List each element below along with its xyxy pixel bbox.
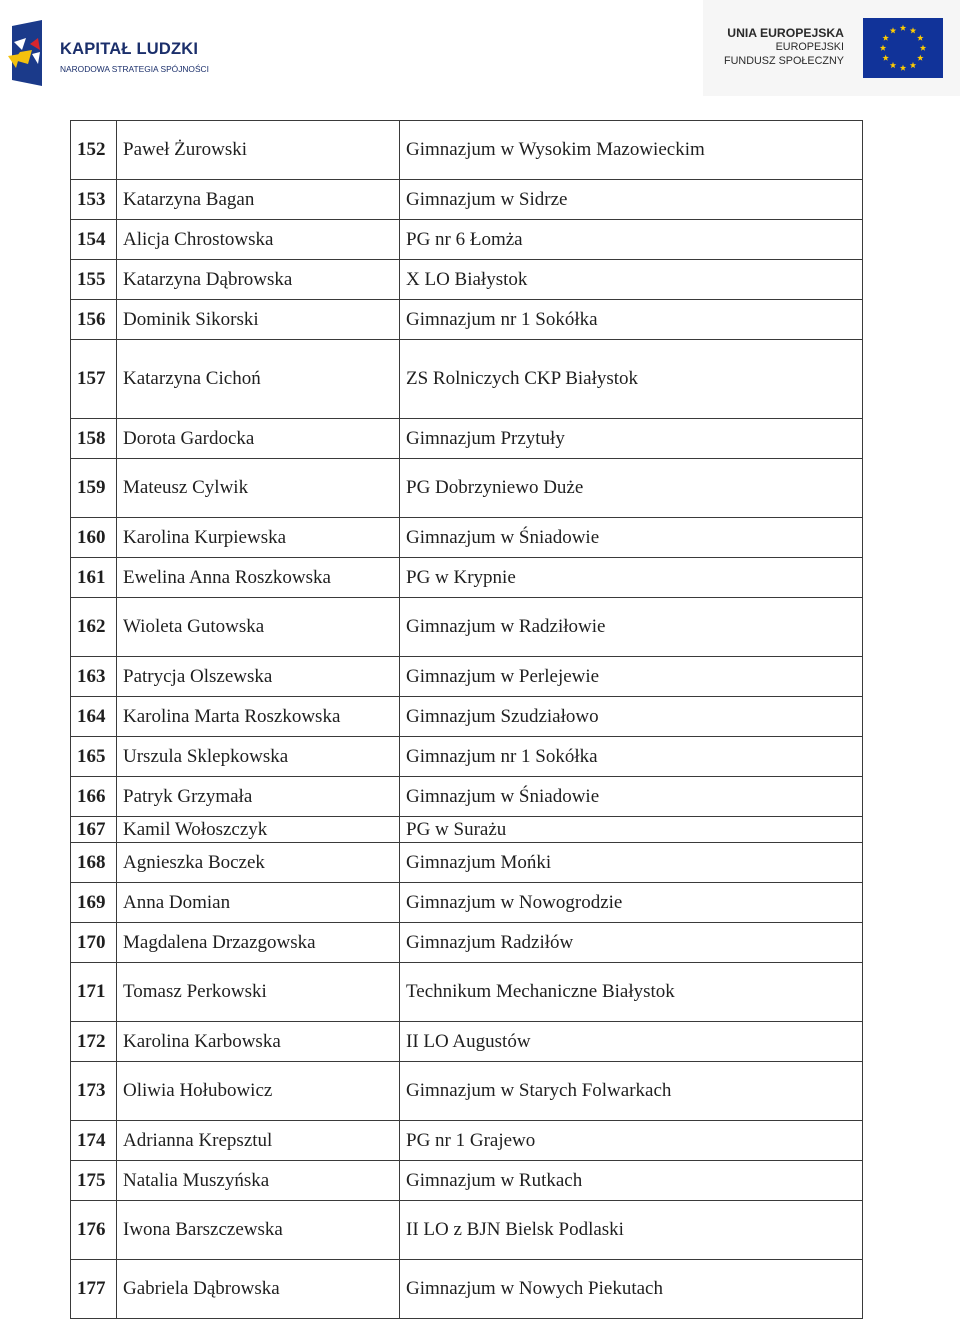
row-number: 175 — [71, 1161, 117, 1201]
school-name: PG w Krypnie — [400, 558, 863, 598]
participant-name: Natalia Muszyńska — [117, 1161, 400, 1201]
participant-name: Dominik Sikorski — [117, 300, 400, 340]
row-number: 162 — [71, 598, 117, 657]
school-name: X LO Białystok — [400, 260, 863, 300]
school-name: Gimnazjum Mońki — [400, 843, 863, 883]
participant-name: Magdalena Drzazgowska — [117, 923, 400, 963]
table-row — [71, 1161, 863, 1201]
school-name: Technikum Mechaniczne Białystok — [400, 963, 863, 1022]
kapital-ludzki-logo — [6, 20, 216, 90]
school-name: PG nr 1 Grajewo — [400, 1121, 863, 1161]
school-name: ZS Rolniczych CKP Białystok — [400, 340, 863, 419]
table-row — [71, 923, 863, 963]
table-row — [71, 300, 863, 340]
row-number: 165 — [71, 737, 117, 777]
participant-name: Ewelina Anna Roszkowska — [117, 558, 400, 598]
row-number: 156 — [71, 300, 117, 340]
eu-logo-line: UNIA EUROPEJSKA — [727, 26, 844, 40]
school-name: PG nr 6 Łomża — [400, 220, 863, 260]
table-row — [71, 180, 863, 220]
logo-subtitle: NARODOWA STRATEGIA SPÓJNOŚCI — [60, 64, 209, 74]
school-name: II LO Augustów — [400, 1022, 863, 1062]
table-row — [71, 1201, 863, 1260]
table-row — [71, 340, 863, 419]
participant-name: Agnieszka Boczek — [117, 843, 400, 883]
participant-name: Dorota Gardocka — [117, 419, 400, 459]
participant-name: Karolina Karbowska — [117, 1022, 400, 1062]
table-row — [71, 963, 863, 1022]
table-row — [71, 883, 863, 923]
participant-name: Katarzyna Dąbrowska — [117, 260, 400, 300]
school-name: Gimnazjum w Śniadowie — [400, 518, 863, 558]
row-number: 163 — [71, 657, 117, 697]
row-number: 169 — [71, 883, 117, 923]
row-number: 170 — [71, 923, 117, 963]
participant-name: Anna Domian — [117, 883, 400, 923]
row-number: 157 — [71, 340, 117, 419]
participant-name: Patrycja Olszewska — [117, 657, 400, 697]
table-row — [71, 558, 863, 598]
row-number: 159 — [71, 459, 117, 518]
table-row — [71, 817, 863, 843]
school-name: Gimnazjum w Nowogrodzie — [400, 883, 863, 923]
participant-name: Kamil Wołoszczyk — [117, 817, 400, 843]
eu-logo — [703, 0, 960, 96]
eu-logo-line: FUNDUSZ SPOŁECZNY — [724, 54, 844, 67]
logo-title: KAPITAŁ LUDZKI — [60, 40, 199, 58]
row-number: 173 — [71, 1062, 117, 1121]
participant-name: Urszula Sklepkowska — [117, 737, 400, 777]
row-number: 152 — [71, 121, 117, 180]
table-row — [71, 1022, 863, 1062]
table-row — [71, 220, 863, 260]
school-name: Gimnazjum Szudziałowo — [400, 697, 863, 737]
school-name: Gimnazjum Przytuły — [400, 419, 863, 459]
school-name: Gimnazjum w Nowych Piekutach — [400, 1260, 863, 1319]
participant-name: Iwona Barszczewska — [117, 1201, 400, 1260]
row-number: 153 — [71, 180, 117, 220]
participant-name: Katarzyna Bagan — [117, 180, 400, 220]
row-number: 161 — [71, 558, 117, 598]
school-name: PG Dobrzyniewo Duże — [400, 459, 863, 518]
participant-name: Karolina Kurpiewska — [117, 518, 400, 558]
school-name: Gimnazjum nr 1 Sokółka — [400, 300, 863, 340]
school-name: II LO z BJN Bielsk Podlaski — [400, 1201, 863, 1260]
table-row — [71, 777, 863, 817]
row-number: 174 — [71, 1121, 117, 1161]
eu-flag-icon — [863, 18, 943, 78]
table-row — [71, 1260, 863, 1319]
row-number: 177 — [71, 1260, 117, 1319]
table-row — [71, 657, 863, 697]
row-number: 166 — [71, 777, 117, 817]
school-name: Gimnazjum w Radziłowie — [400, 598, 863, 657]
table-row — [71, 697, 863, 737]
table-row — [71, 459, 863, 518]
row-number: 171 — [71, 963, 117, 1022]
row-number: 154 — [71, 220, 117, 260]
table-row — [71, 518, 863, 558]
participant-name: Gabriela Dąbrowska — [117, 1260, 400, 1319]
school-name: Gimnazjum w Rutkach — [400, 1161, 863, 1201]
school-name: PG w Surażu — [400, 817, 863, 843]
school-name: Gimnazjum w Perlejewie — [400, 657, 863, 697]
participant-name: Katarzyna Cichoń — [117, 340, 400, 419]
row-number: 155 — [71, 260, 117, 300]
table-row — [71, 1121, 863, 1161]
table-row — [71, 121, 863, 180]
row-number: 160 — [71, 518, 117, 558]
participant-name: Mateusz Cylwik — [117, 459, 400, 518]
participant-name: Tomasz Perkowski — [117, 963, 400, 1022]
table-row — [71, 419, 863, 459]
school-name: Gimnazjum w Wysokim Mazowieckim — [400, 121, 863, 180]
kapital-ludzki-star-icon — [6, 20, 52, 86]
participant-name: Paweł Żurowski — [117, 121, 400, 180]
participant-name: Patryk Grzymała — [117, 777, 400, 817]
participant-name: Oliwia Hołubowicz — [117, 1062, 400, 1121]
participant-name: Wioleta Gutowska — [117, 598, 400, 657]
table-row — [71, 737, 863, 777]
table-row — [71, 260, 863, 300]
school-name: Gimnazjum w Sidrze — [400, 180, 863, 220]
participants-table — [70, 120, 863, 1319]
school-name: Gimnazjum w Starych Folwarkach — [400, 1062, 863, 1121]
eu-logo-line: EUROPEJSKI — [775, 41, 844, 53]
row-number: 172 — [71, 1022, 117, 1062]
participant-name: Alicja Chrostowska — [117, 220, 400, 260]
participant-name: Karolina Marta Roszkowska — [117, 697, 400, 737]
table-row — [71, 843, 863, 883]
row-number: 176 — [71, 1201, 117, 1260]
row-number: 164 — [71, 697, 117, 737]
participant-name: Adrianna Krepsztul — [117, 1121, 400, 1161]
row-number: 168 — [71, 843, 117, 883]
table-row — [71, 1062, 863, 1121]
row-number: 167 — [71, 817, 117, 843]
school-name: Gimnazjum nr 1 Sokółka — [400, 737, 863, 777]
row-number: 158 — [71, 419, 117, 459]
table-row — [71, 598, 863, 657]
eu-logo-text — [724, 26, 844, 68]
school-name: Gimnazjum w Śniadowie — [400, 777, 863, 817]
school-name: Gimnazjum Radziłów — [400, 923, 863, 963]
